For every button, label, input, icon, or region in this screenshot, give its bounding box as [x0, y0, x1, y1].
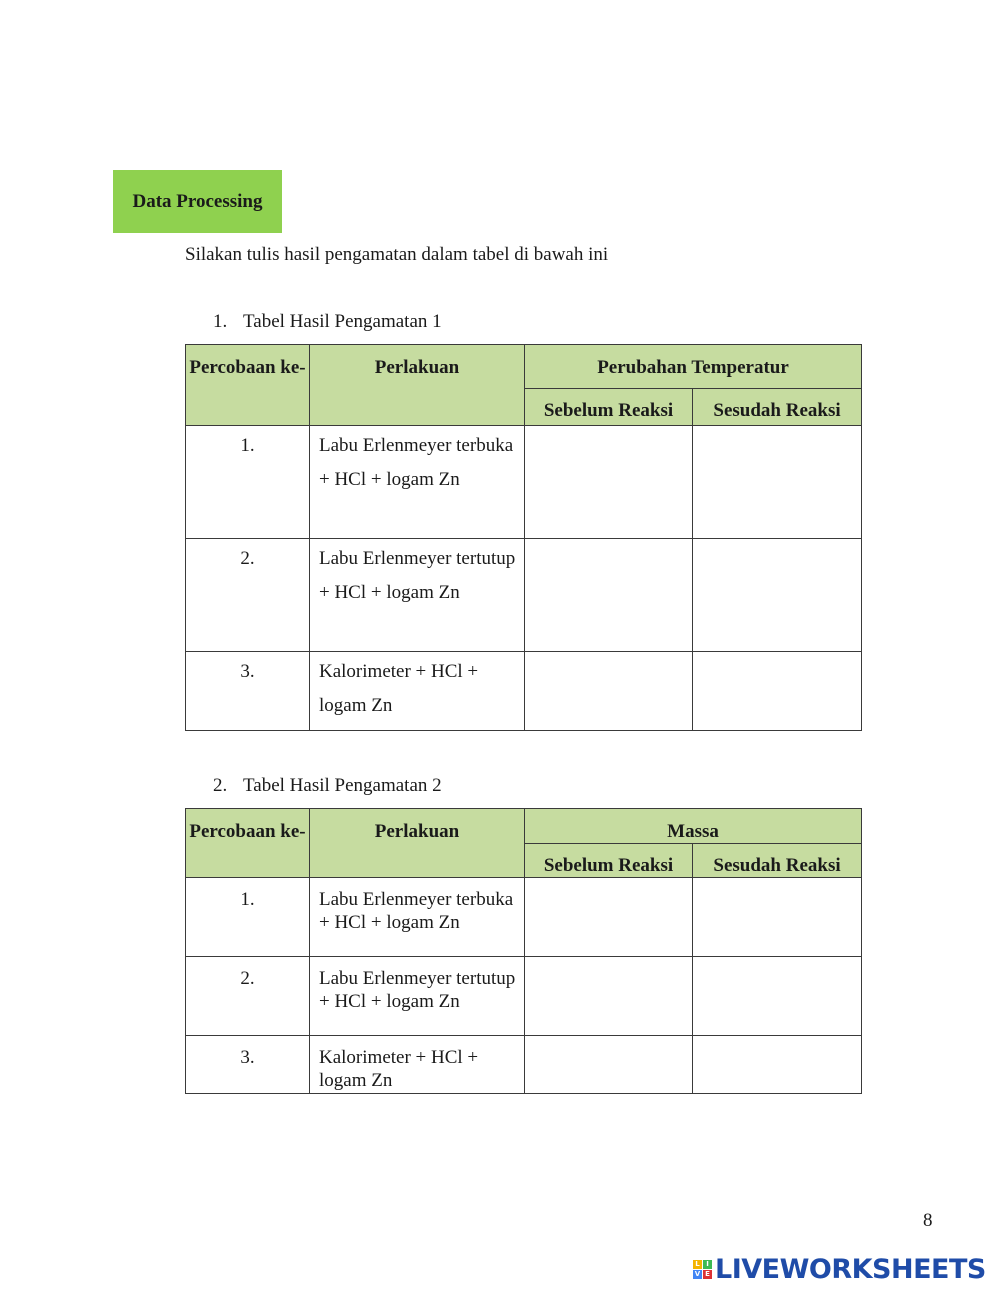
table-row	[186, 652, 862, 731]
table-row	[186, 426, 862, 539]
table-1-caption-text: Tabel Hasil Pengamatan 1	[243, 311, 442, 332]
page-number: 8	[923, 1210, 933, 1231]
table-row	[186, 957, 862, 1036]
table-1-number: 1.	[213, 311, 228, 332]
observation-table-2	[185, 808, 862, 1094]
header-after-reaction: Sesudah Reaksi	[693, 389, 862, 426]
trial-number: 2.	[186, 957, 310, 1036]
instruction-text: Silakan tulis hasil pengamatan dalam tabel di bawah ini	[185, 244, 609, 265]
observation-table-1	[185, 344, 862, 731]
table-row	[186, 1036, 862, 1094]
after-reaction-cell[interactable]	[693, 539, 862, 652]
liveworksheets-logo[interactable]	[693, 1254, 986, 1285]
section-title-badge	[113, 170, 282, 233]
table-2-caption	[213, 775, 442, 797]
header-trial: Percobaan ke-	[186, 809, 310, 878]
before-reaction-cell[interactable]	[525, 957, 693, 1036]
before-reaction-cell[interactable]	[525, 878, 693, 957]
header-before-reaction: Sebelum Reaksi	[525, 844, 693, 878]
logo-letter: E	[703, 1270, 712, 1279]
header-treatment: Perlakuan	[310, 345, 525, 426]
table-row	[186, 878, 862, 957]
after-reaction-cell[interactable]	[693, 1036, 862, 1094]
treatment-cell: Kalorimeter + HCl + logam Zn	[310, 1036, 525, 1094]
logo-letter: L	[693, 1260, 702, 1269]
treatment-cell: Labu Erlenmeyer terbuka + HCl + logam Zn	[310, 878, 525, 957]
after-reaction-cell[interactable]	[693, 426, 862, 539]
brand-name: LIVEWORKSHEETS	[715, 1254, 986, 1285]
treatment-cell: Kalorimeter + HCl + logam Zn	[310, 652, 525, 731]
after-reaction-cell[interactable]	[693, 652, 862, 731]
treatment-cell: Labu Erlenmeyer terbuka + HCl + logam Zn	[310, 426, 525, 539]
before-reaction-cell[interactable]	[525, 652, 693, 731]
logo-letter: V	[694, 1270, 701, 1278]
trial-number: 1.	[186, 878, 310, 957]
table-1-caption	[213, 311, 442, 333]
trial-number: 1.	[186, 426, 310, 539]
trial-number: 3.	[186, 652, 310, 731]
logo-letter: I	[703, 1260, 712, 1269]
header-after-reaction: Sesudah Reaksi	[693, 844, 862, 878]
table-2-number: 2.	[213, 775, 228, 796]
after-reaction-cell[interactable]	[693, 878, 862, 957]
trial-number: 3.	[186, 1036, 310, 1094]
header-treatment: Perlakuan	[310, 809, 525, 878]
before-reaction-cell[interactable]	[525, 426, 693, 539]
before-reaction-cell[interactable]	[525, 1036, 693, 1094]
header-before-reaction: Sebelum Reaksi	[525, 389, 693, 426]
treatment-cell: Labu Erlenmeyer tertutup + HCl + logam Zn	[310, 957, 525, 1036]
after-reaction-cell[interactable]	[693, 957, 862, 1036]
header-trial: Percobaan ke-	[186, 345, 310, 426]
brand-logo-icon	[693, 1260, 712, 1279]
table-2-caption-text: Tabel Hasil Pengamatan 2	[243, 775, 442, 796]
section-title: Data Processing	[132, 190, 263, 212]
before-reaction-cell[interactable]	[525, 539, 693, 652]
header-mass: Massa	[525, 809, 862, 844]
table-row	[186, 539, 862, 652]
trial-number: 2.	[186, 539, 310, 652]
treatment-cell: Labu Erlenmeyer tertutup + HCl + logam Zn	[310, 539, 525, 652]
header-temperature-change: Perubahan Temperatur	[525, 345, 862, 389]
